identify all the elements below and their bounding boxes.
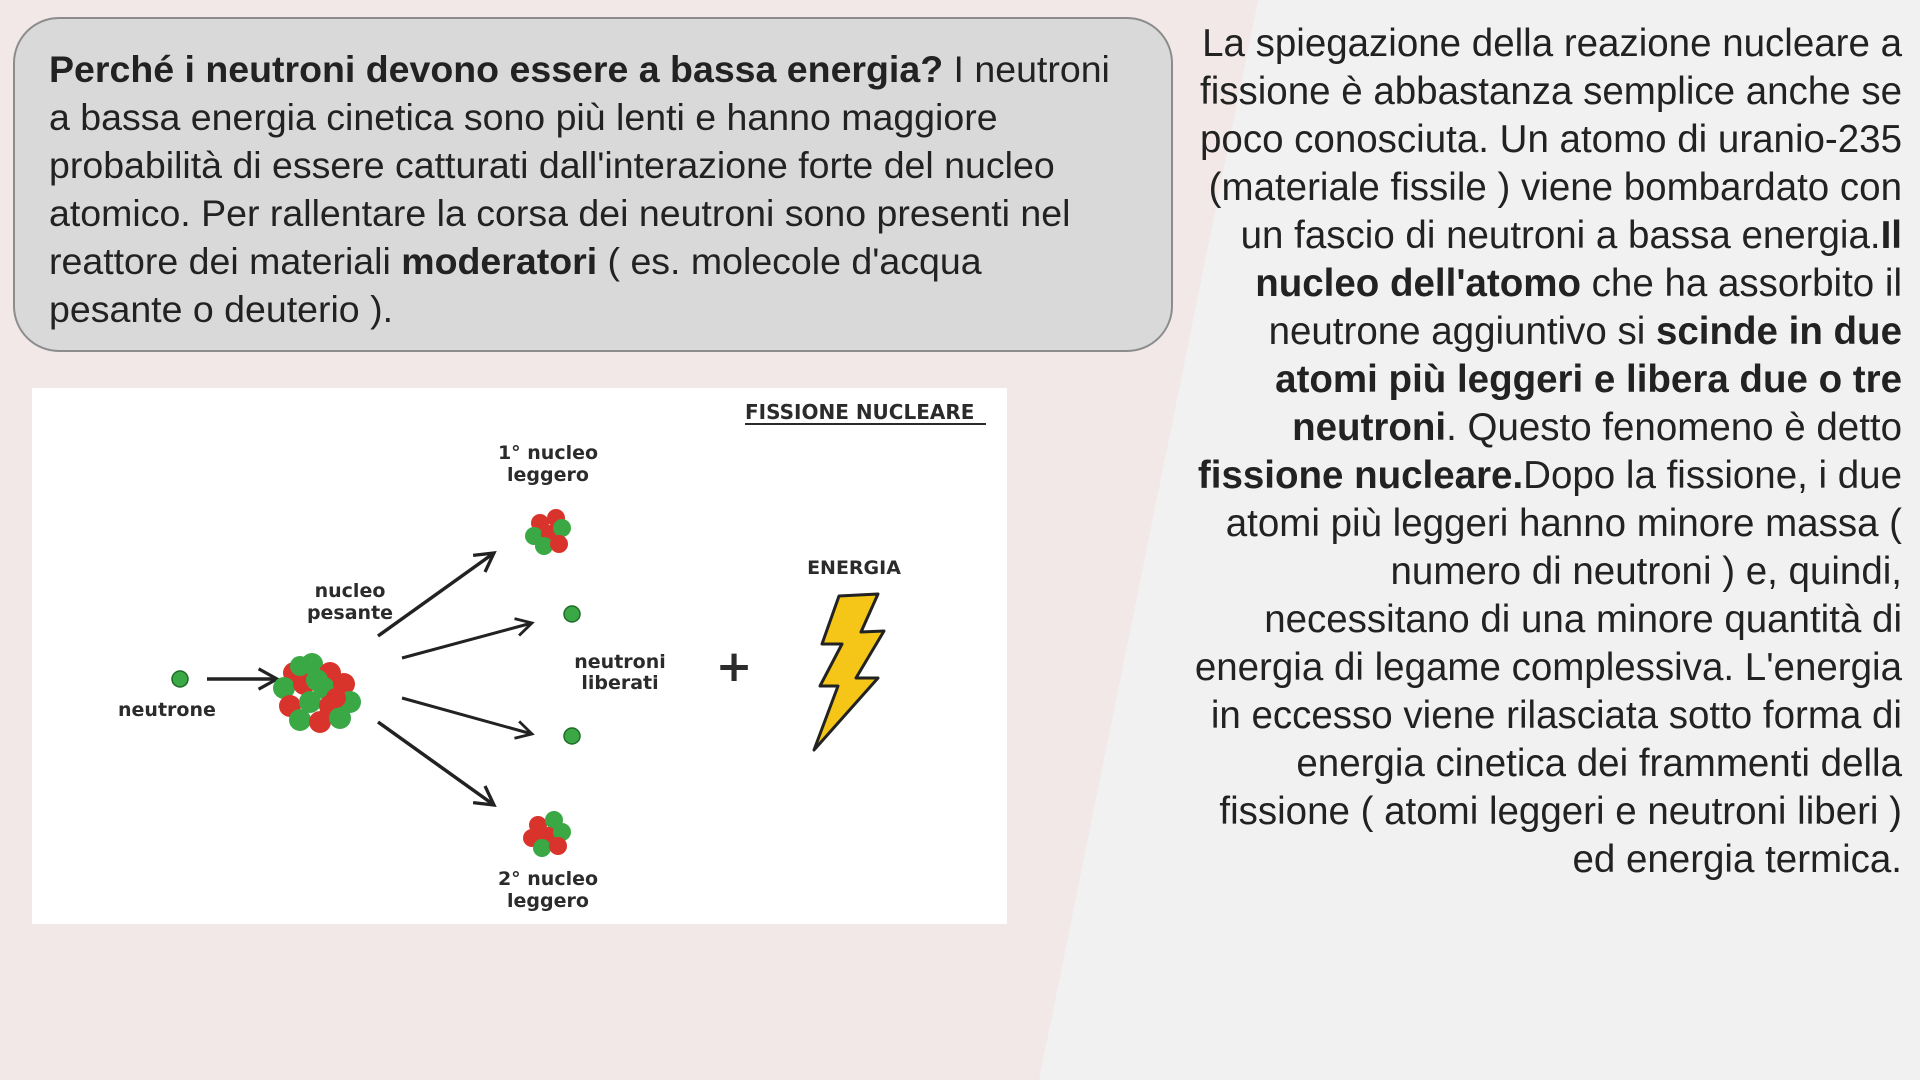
arrow-to-light-nucleus-2 bbox=[378, 722, 494, 805]
light-nucleus-1-label-2: leggero bbox=[507, 464, 589, 486]
freed-neutrons-label-2: liberati bbox=[581, 672, 659, 694]
light-nucleus-2-label-2: leggero bbox=[507, 890, 589, 912]
fission-diagram bbox=[32, 388, 1007, 924]
arrow-to-neutron-2 bbox=[402, 698, 532, 734]
neutron-label: neutrone bbox=[118, 699, 216, 721]
arrow-to-neutron-1 bbox=[402, 623, 532, 658]
heavy-nucleus-label-1: nucleo bbox=[314, 580, 386, 602]
lightning-bolt-icon bbox=[814, 594, 884, 750]
light-nucleus-1-label-1: 1° nucleo bbox=[497, 442, 599, 464]
explanation-bold-1: Il nucleo dell'atomo bbox=[1255, 214, 1902, 305]
explanation-bold-3: fissione nucleare. bbox=[1197, 454, 1524, 497]
explanation-text-4: Dopo la fissione, i due atomi più leggeri hanno minore massa ( numero di neutroni ) e, quindi, necessitano di una minore quantità di energia di legame complessiva. L'energia in eccesso viene rilasciata sotto forma di energia cinetica dei frammenti della fissione ( atomi leggeri e neutroni liberi ) ed energia termica. bbox=[1194, 454, 1902, 881]
energy-label: ENERGIA bbox=[807, 557, 901, 579]
light-nucleus-1 bbox=[525, 509, 571, 555]
plus-sign: + bbox=[715, 641, 753, 692]
callout-moderators: moderatori bbox=[401, 240, 598, 282]
fission-diagram-svg bbox=[32, 388, 1007, 924]
explanation-bold-2: scinde in due atomi più leggeri e libera due o tre neutroni bbox=[1275, 310, 1902, 449]
neutron-energy-callout bbox=[13, 17, 1173, 352]
callout-question: Perché i neutroni devono essere a bassa energia? bbox=[49, 48, 944, 90]
explanation-text-2: che ha assorbito il neutrone aggiuntivo si bbox=[1268, 262, 1902, 353]
heavy-nucleus-label-2: pesante bbox=[306, 602, 394, 624]
fission-explanation bbox=[1190, 20, 1902, 884]
freed-neutron-1 bbox=[564, 606, 580, 622]
light-nucleus-2 bbox=[523, 811, 571, 857]
freed-neutrons-label-1: neutroni bbox=[574, 651, 666, 673]
light-nucleus-2-label-1: 2° nucleo bbox=[497, 868, 599, 890]
arrow-to-light-nucleus-1 bbox=[378, 553, 494, 636]
callout-text-1: I neutroni a bassa energia cinetica sono più lenti e hanno maggiore probabilità di essere catturati dall'interazione forte del nucleo atomico. Per rallentare la corsa dei neutroni sono presenti nel reattore dei materiali bbox=[49, 48, 1110, 282]
freed-neutron-2 bbox=[564, 728, 580, 744]
heavy-nucleus bbox=[273, 653, 361, 733]
explanation-text-3: . Questo fenomeno è detto bbox=[1446, 406, 1902, 449]
callout-text-2: ( es. molecole d'acqua pesante o deuterio ). bbox=[49, 240, 982, 330]
diagram-title: FISSIONE NUCLEARE bbox=[745, 400, 975, 424]
explanation-text-1: La spiegazione della reazione nucleare a fissione è abbastanza semplice anche se poco conosciuta. Un atomo di uranio-235 (materiale fissile ) viene bombardato con un fascio di neutroni a bassa energia. bbox=[1200, 22, 1902, 257]
incoming-neutron bbox=[172, 671, 188, 687]
